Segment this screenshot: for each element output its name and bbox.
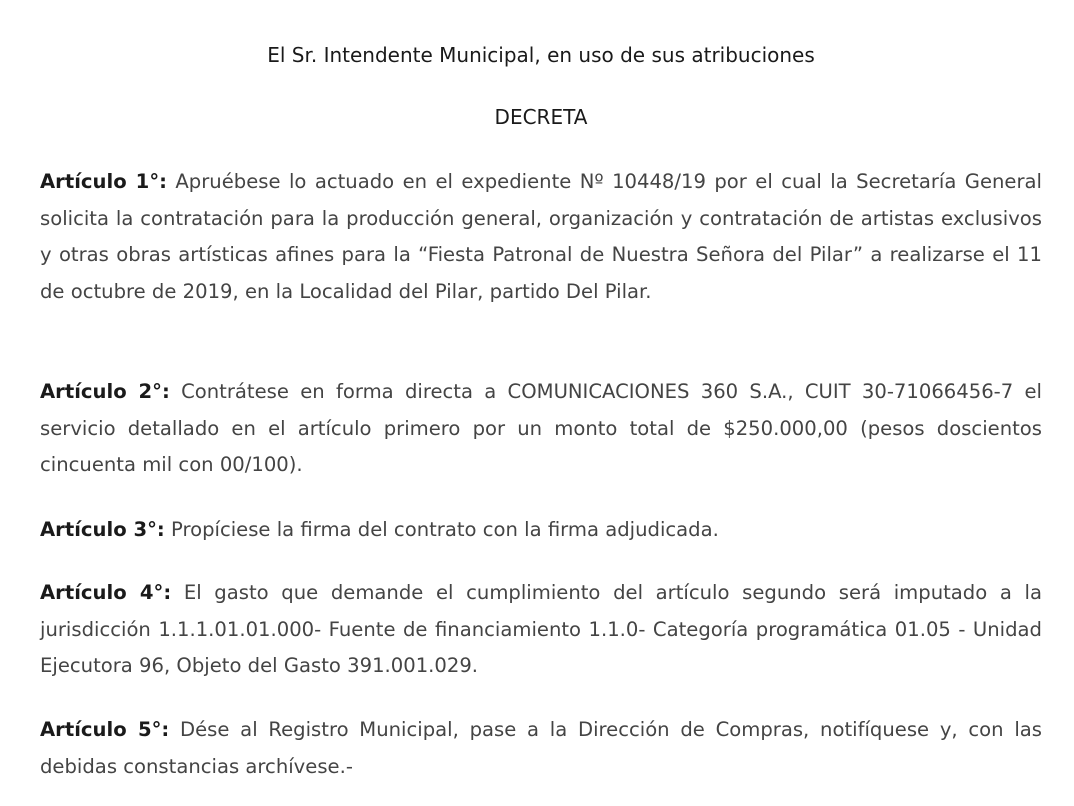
article-2 (40, 374, 1042, 484)
article-5-label: Artículo 5°: (40, 718, 170, 741)
article-4-label: Artículo 4°: (40, 581, 172, 604)
article-1-label: Artículo 1°: (40, 170, 167, 193)
article-1 (40, 164, 1042, 310)
article-1-text: Apruébese lo actuado en el expediente Nº 10448/19 por el cual la Secretaría General solicita la contratación para la producción general, organización y contratación de artistas exclusivos y otras obras artísticas afines para la “Fiesta Patronal de Nuestra Señora del Pilar” a realizarse el 11 de octubre de 2019, en la Localidad del Pilar, partido Del Pilar. (40, 170, 1042, 303)
article-2-text: Contrátese en forma directa a COMUNICACIONES 360 S.A., CUIT 30-71066456-7 el servicio detallado en el artículo primero por un monto total de $250.000,00 (pesos doscientos cincuenta mil con 00/100). (40, 380, 1042, 476)
decreta-heading: DECRETA (494, 105, 588, 129)
article-5 (40, 712, 1042, 785)
article-4 (40, 575, 1042, 685)
article-3 (40, 512, 1042, 549)
article-2-label: Artículo 2°: (40, 380, 170, 403)
decree-document (40, 0, 1042, 806)
intro-heading: El Sr. Intendente Municipal, en uso de sus atribuciones (267, 43, 815, 67)
article-4-text: El gasto que demande el cumplimiento del artículo segundo será imputado a la jurisdicción 1.1.1.01.01.000- Fuente de financiamiento 1.1.0- Categoría programática 01.05 - Unidad Ejecutora 96, Objeto del Gasto 391.001.029. (40, 581, 1042, 677)
article-3-label: Artículo 3°: (40, 518, 165, 541)
article-5-text: Dése al Registro Municipal, pase a la Dirección de Compras, notifíquese y, con las debidas constancias archívese.- (40, 718, 1042, 778)
article-3-text: Propíciese la firma del contrato con la firma adjudicada. (170, 518, 719, 541)
